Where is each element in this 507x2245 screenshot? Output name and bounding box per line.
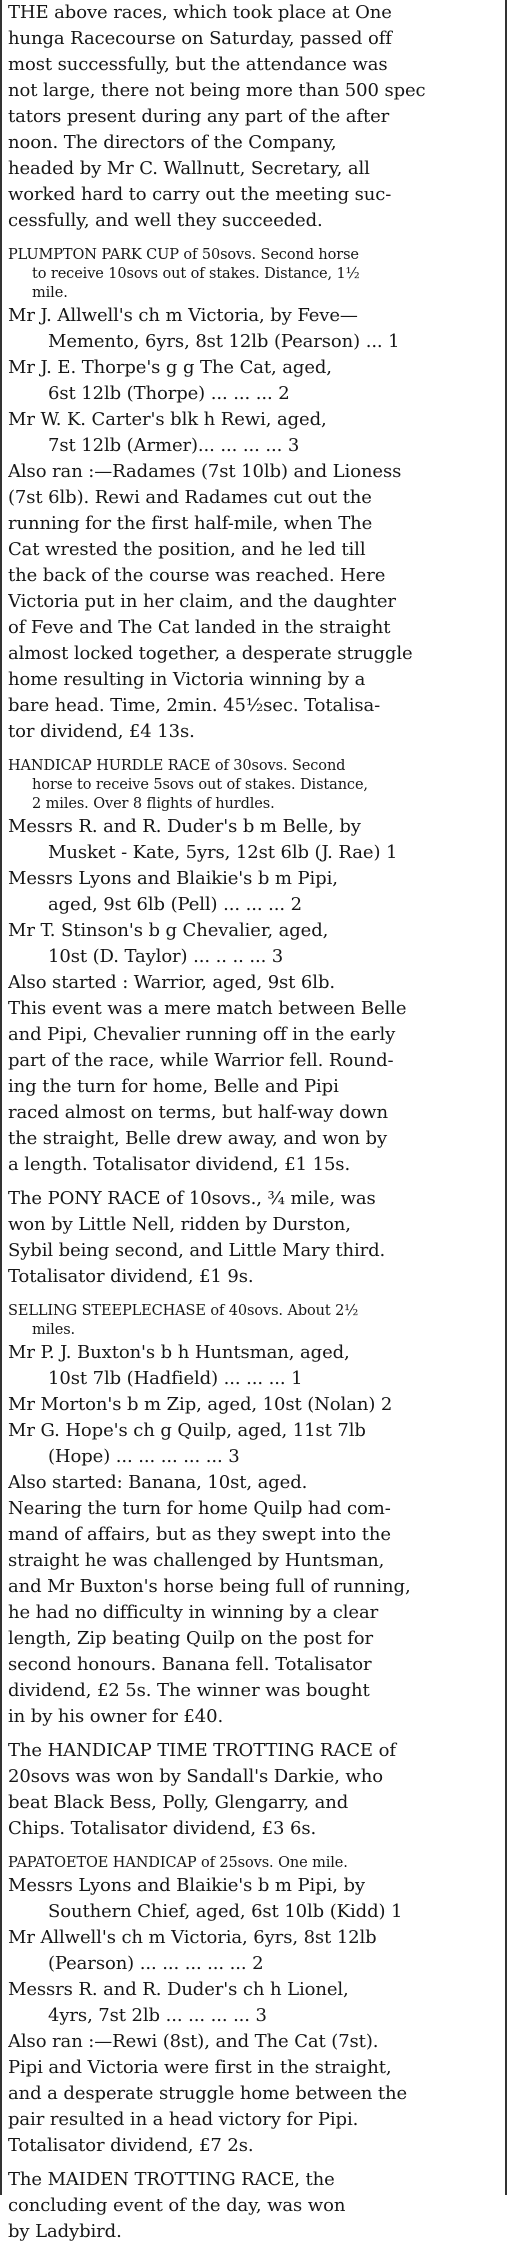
text-line: Victoria put in her claim, and the daughter xyxy=(8,591,396,612)
text-line: This event was a mere match between Belle xyxy=(8,998,407,1019)
placing-line: Mr G. Hope's ch g Quilp, aged, 11st 7lb xyxy=(8,1420,366,1441)
placing-line: Mr Allwell's ch m Victoria, 6yrs, 8st 12lb xyxy=(8,1927,377,1948)
trotting-race-paragraph xyxy=(8,1738,499,1842)
placing-line: Musket - Kate, 5yrs, 12st 6lb (J. Rae) 1 xyxy=(48,842,398,863)
text-line: Also ran :—Rewi (8st), and The Cat (7st). xyxy=(8,2031,379,2052)
text-line: headed by Mr C. Wallnutt, Secretary, all xyxy=(8,158,370,179)
heading-line: to receive 10sovs out of stakes. Distance, 1½ xyxy=(32,266,360,282)
placing-line: Mr J. Allwell's ch m Victoria, by Feve— xyxy=(8,305,358,326)
maiden-trotting-paragraph xyxy=(8,2167,499,2245)
heading-line: miles. xyxy=(32,1322,76,1338)
race-placings xyxy=(8,814,499,970)
text-line: Chips. Totalisator dividend, £3 6s. xyxy=(8,1818,317,1839)
text-line: Also started : Warrior, aged, 9st 6lb. xyxy=(8,972,335,993)
text-line: The PONY RACE of 10sovs., ¾ mile, was xyxy=(8,1188,376,1209)
text-line: (7st 6lb). Rewi and Radames cut out the xyxy=(8,487,372,508)
heading-line: 2 miles. Over 8 flights of hurdles. xyxy=(32,796,275,812)
text-line: he had no difficulty in winning by a clear xyxy=(8,1602,379,1623)
race-heading xyxy=(8,757,499,814)
placing-line: 10st 7lb (Hadfield) ... ... ... 1 xyxy=(48,1368,303,1389)
text-line: a length. Totalisator dividend, £1 15s. xyxy=(8,1154,351,1175)
placing-line: Messrs Lyons and Blaikie's b m Pipi, by xyxy=(8,1875,365,1896)
text-line: noon. The directors of the Company, xyxy=(8,132,337,153)
text-line: Cat wrested the position, and he led till xyxy=(8,539,366,560)
selling-steeplechase xyxy=(8,1302,499,1730)
race-placings xyxy=(8,1340,499,1470)
text-line: running for the first half-mile, when The xyxy=(8,513,373,534)
text-line: home resulting in Victoria winning by a xyxy=(8,669,366,690)
heading-line: PLUMPTON PARK CUP of 50sovs. Second horse xyxy=(8,247,359,263)
papatoetoe-handicap xyxy=(8,1854,499,2159)
text-line: Nearing the turn for home Quilp had com- xyxy=(8,1498,391,1519)
text-line: raced almost on terms, but half-way down xyxy=(8,1102,388,1123)
intro-paragraph xyxy=(8,0,499,234)
text-line: 20sovs was won by Sandall's Darkie, who xyxy=(8,1766,383,1787)
pony-race-paragraph xyxy=(8,1186,499,1290)
placing-line: Mr P. J. Buxton's b h Huntsman, aged, xyxy=(8,1342,350,1363)
race-report xyxy=(8,459,499,745)
text-line: Totalisator dividend, £1 9s. xyxy=(8,1266,254,1287)
text-line: Totalisator dividend, £7 2s. xyxy=(8,2135,254,2156)
text-line: not large, there not being more than 500 spec xyxy=(8,80,426,101)
text-line: in by his owner for £40. xyxy=(8,1706,224,1727)
placing-line: 10st (D. Taylor) ... .. .. ... 3 xyxy=(48,946,284,967)
plumpton-park-cup xyxy=(8,246,499,745)
text-line: Sybil being second, and Little Mary third. xyxy=(8,1240,386,1261)
heading-line: HANDICAP HURDLE RACE of 30sovs. Second xyxy=(8,758,346,774)
text-line: almost locked together, a desperate struggle xyxy=(8,643,413,664)
placing-line: Messrs R. and R. Duder's ch h Lionel, xyxy=(8,1979,349,2000)
text-line: worked hard to carry out the meeting suc- xyxy=(8,184,392,205)
placing-line: Mr J. E. Thorpe's g g The Cat, aged, xyxy=(8,357,332,378)
heading-line: SELLING STEEPLECHASE of 40sovs. About 2½ xyxy=(8,1303,359,1319)
text-line: of Feve and The Cat landed in the straight xyxy=(8,617,391,638)
race-placings xyxy=(8,1873,499,2029)
race-report xyxy=(8,1470,499,1730)
text-line: by Ladybird. xyxy=(8,2221,122,2242)
text-line: dividend, £2 5s. The winner was bought xyxy=(8,1680,370,1701)
text-line: bare head. Time, 2min. 45½sec. Totalisa- xyxy=(8,695,381,716)
race-report xyxy=(8,2029,499,2159)
placing-line: aged, 9st 6lb (Pell) ... ... ... 2 xyxy=(48,894,302,915)
race-placings xyxy=(8,303,499,459)
heading-line: horse to receive 5sovs out of stakes. Distance, xyxy=(32,777,368,793)
placing-line: Messrs R. and R. Duder's b m Belle, by xyxy=(8,816,361,837)
text-line: the back of the course was reached. Here xyxy=(8,565,386,586)
race-report xyxy=(8,970,499,1178)
placing-line: 7st 12lb (Armer)... ... ... ... 3 xyxy=(48,435,300,456)
placing-line: 6st 12lb (Thorpe) ... ... ... 2 xyxy=(48,383,290,404)
text-line: part of the race, while Warrior fell. Round- xyxy=(8,1050,394,1071)
placing-line: Memento, 6yrs, 8st 12lb (Pearson) ... 1 xyxy=(48,331,400,352)
placing-line: Mr Morton's b m Zip, aged, 10st (Nolan) 2 xyxy=(8,1394,393,1415)
text-line: straight he was challenged by Huntsman, xyxy=(8,1550,385,1571)
handicap-hurdle-race xyxy=(8,757,499,1178)
text-line: hunga Racecourse on Saturday, passed off xyxy=(8,28,392,49)
text-line: mand of affairs, but as they swept into the xyxy=(8,1524,391,1545)
text-line: ing the turn for home, Belle and Pipi xyxy=(8,1076,339,1097)
text-line: length, Zip beating Quilp on the post for xyxy=(8,1628,374,1649)
text-line: The HANDICAP TIME TROTTING RACE of xyxy=(8,1740,396,1761)
text-line: and Pipi, Chevalier running off in the early xyxy=(8,1024,396,1045)
text-line: cessfully, and well they succeeded. xyxy=(8,210,323,231)
text-line: beat Black Bess, Polly, Glengarry, and xyxy=(8,1792,349,1813)
text-line: tor dividend, £4 13s. xyxy=(8,721,195,742)
race-heading xyxy=(8,246,499,303)
text-line: and Mr Buxton's horse being full of running, xyxy=(8,1576,411,1597)
heading-line: mile. xyxy=(32,285,68,301)
race-heading xyxy=(8,1302,499,1340)
placing-line: Mr T. Stinson's b g Chevalier, aged, xyxy=(8,920,329,941)
placing-line: 4yrs, 7st 2lb ... ... ... ... 3 xyxy=(48,2005,267,2026)
text-line: The MAIDEN TROTTING RACE, the xyxy=(8,2169,335,2190)
text-line: Also started: Banana, 10st, aged. xyxy=(8,1472,308,1493)
placing-line: (Pearson) ... ... ... ... ... 2 xyxy=(48,1953,264,1974)
text-line: tators present during any part of the after xyxy=(8,106,390,127)
text-line: concluding event of the day, was won xyxy=(8,2195,346,2216)
text-line: the straight, Belle drew away, and won by xyxy=(8,1128,388,1149)
text-line: Pipi and Victoria were first in the straight, xyxy=(8,2057,392,2078)
heading-line: PAPATOETOE HANDICAP of 25sovs. One mile. xyxy=(8,1855,348,1871)
race-heading xyxy=(8,1854,499,1873)
placing-line: Messrs Lyons and Blaikie's b m Pipi, xyxy=(8,868,338,889)
text-line: second honours. Banana fell. Totalisator xyxy=(8,1654,372,1675)
text-line: pair resulted in a head victory for Pipi. xyxy=(8,2109,359,2130)
text-line: and a desperate struggle home between the xyxy=(8,2083,408,2104)
placing-line: Southern Chief, aged, 6st 10lb (Kidd) 1 xyxy=(48,1901,403,1922)
placing-line: Mr W. K. Carter's blk h Rewi, aged, xyxy=(8,409,327,430)
text-line: Also ran :—Radames (7st 10lb) and Lioness xyxy=(8,461,402,482)
text-line: won by Little Nell, ridden by Durston, xyxy=(8,1214,351,1235)
text-line: most successfully, but the attendance was xyxy=(8,54,388,75)
placing-line: (Hope) ... ... ... ... ... 3 xyxy=(48,1446,240,1467)
text-line: THE above races, which took place at One xyxy=(8,2,392,23)
